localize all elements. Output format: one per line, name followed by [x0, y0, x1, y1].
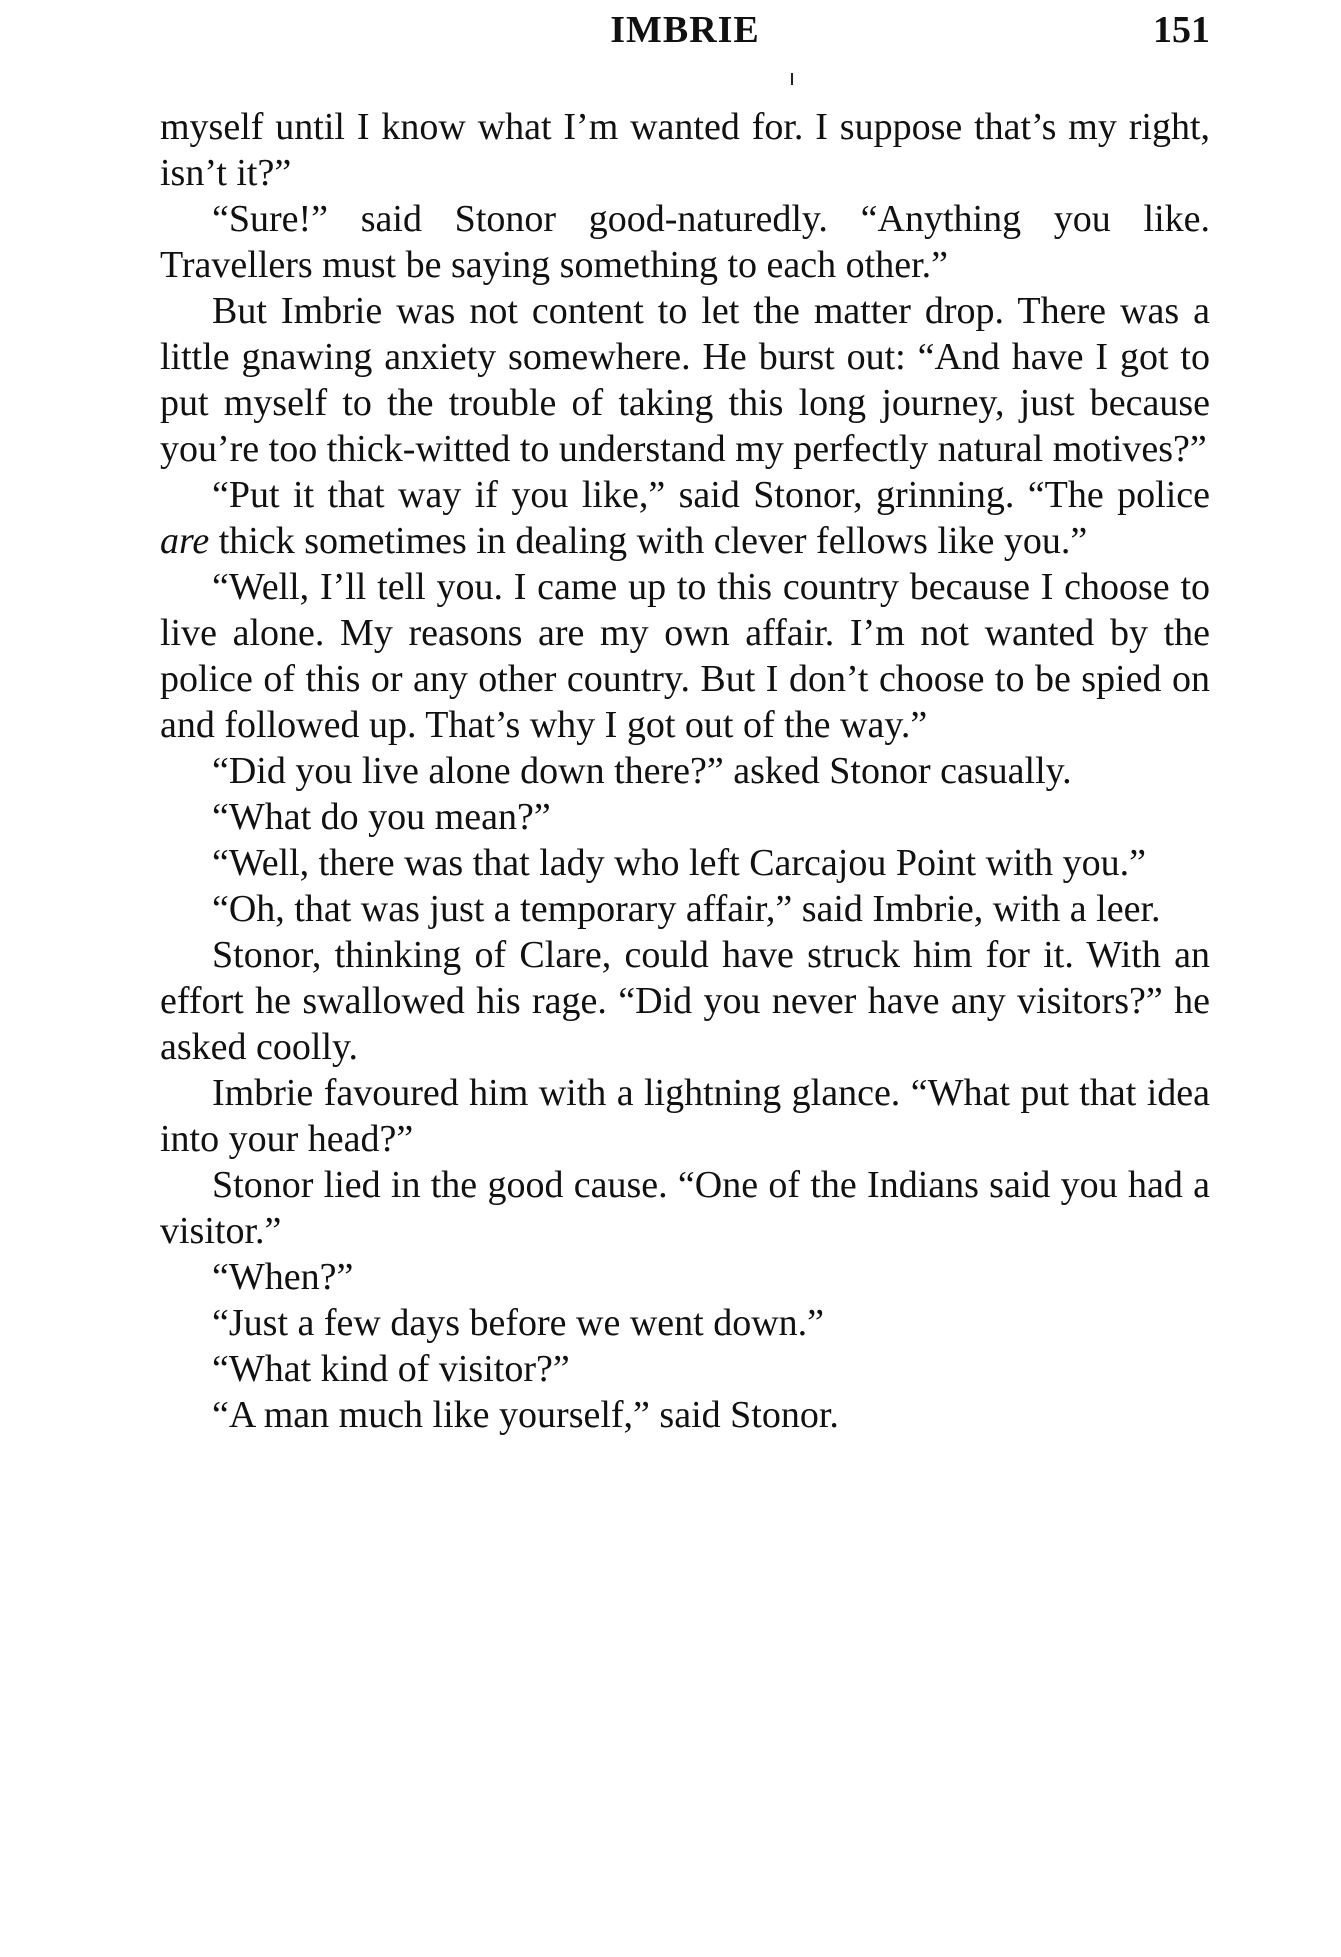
paragraph: “Sure!” said Stonor good-naturedly. “Anything you like. Travellers must be saying something to each other.”: [160, 198, 1210, 286]
paragraph: But Imbrie was not content to let the matter drop. There was a little gnawing anxiety somewhere. He burst out: “And have I got to put myself to the trouble of taking this long journey, just because you’re too thick-witted to understand my perfectly natural motives?”: [160, 290, 1210, 470]
paragraph: Imbrie favoured him with a lightning glance. “What put that idea into your head?”: [160, 1072, 1210, 1160]
paragraph: Stonor lied in the good cause. “One of the Indians said you had a visitor.”: [160, 1164, 1210, 1252]
paragraph: “When?”: [212, 1256, 354, 1298]
paragraph: [160, 472, 1210, 564]
paragraph: “What kind of visitor?”: [212, 1348, 570, 1390]
paragraph: “What do you mean?”: [212, 796, 551, 838]
paragraph: “Did you live alone down there?” asked Stonor casually.: [212, 750, 1072, 792]
paragraph-text: “Put it that way if you like,” said Stonor, grinning. “The police: [212, 474, 1210, 516]
body-text: [160, 104, 1210, 1438]
printing-mark: [791, 73, 793, 85]
paragraph: Stonor, thinking of Clare, could have struck him for it. With an effort he swallowed his rage. “Did you never have any visitors?” he asked coolly.: [160, 934, 1210, 1068]
page-number: 151: [1153, 9, 1210, 51]
running-head: IMBRIE: [610, 9, 760, 51]
paragraph: myself until I know what I’m wanted for. I suppose that’s my right, isn’t it?”: [160, 106, 1210, 194]
paragraph: “A man much like yourself,” said Stonor.: [212, 1394, 839, 1436]
paragraph: “Just a few days before we went down.”: [212, 1302, 825, 1344]
page-header: [160, 8, 1210, 52]
paragraph: “Oh, that was just a temporary affair,” said Imbrie, with a leer.: [212, 888, 1161, 930]
paragraph-text: thick sometimes in dealing with clever fellows like you.”: [209, 520, 1088, 562]
paragraph: “Well, I’ll tell you. I came up to this country because I choose to live alone. My reasons are my own affair. I’m not wanted by the police of this or any other country. But I don’t choose to be spied on and followed up. That’s why I got out of the way.”: [160, 566, 1210, 746]
emphasis-text: are: [160, 520, 210, 562]
paragraph: “Well, there was that lady who left Carcajou Point with you.”: [212, 842, 1147, 884]
